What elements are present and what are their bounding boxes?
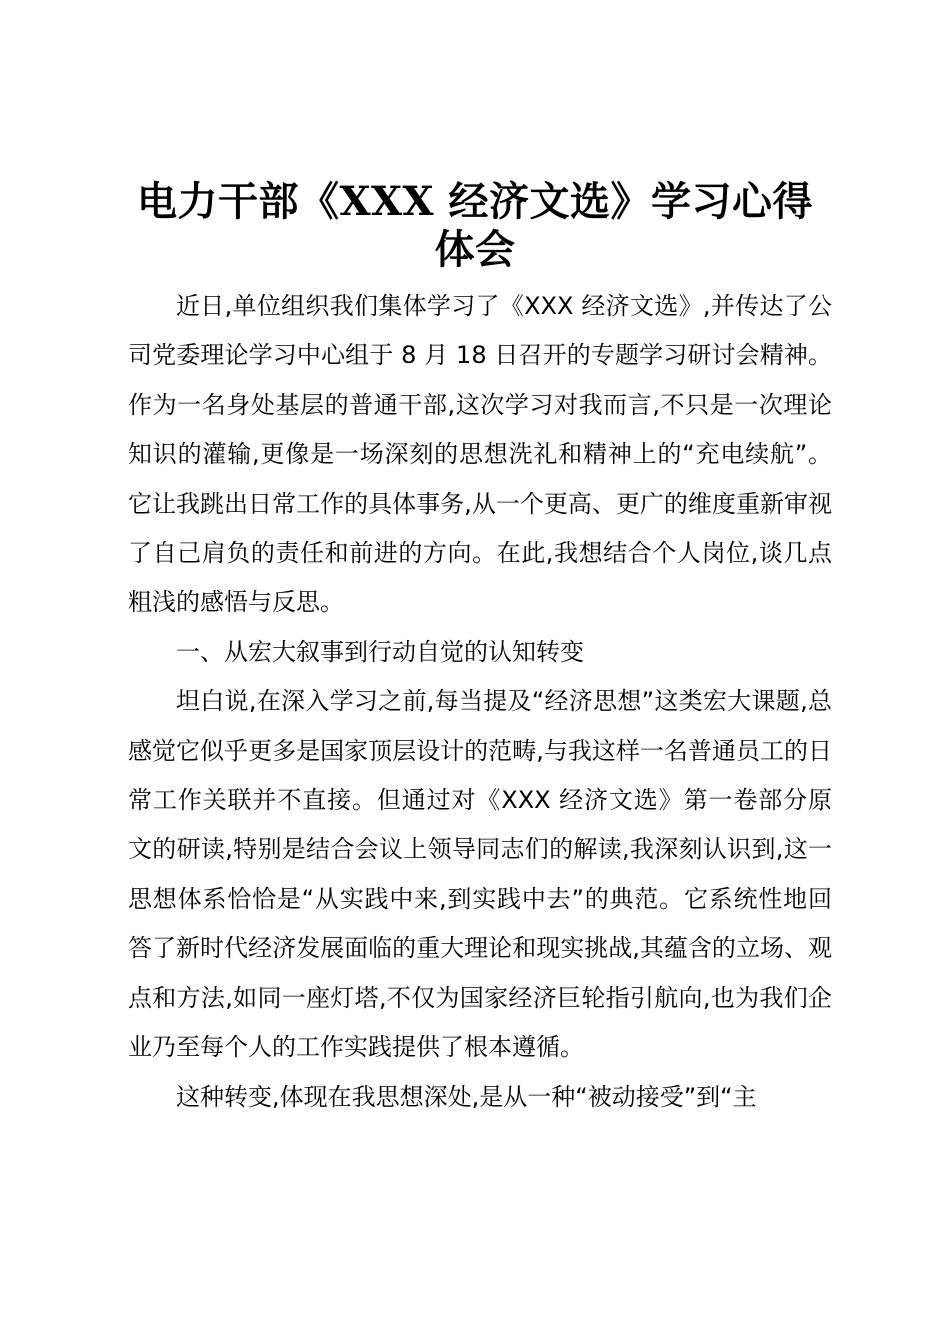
- body-paragraph: 这种转变,体现在我思想深处,是从一种“被动接受”到“主: [176, 1082, 757, 1111]
- section-heading: 一、从宏大叙事到行动自觉的认知转变: [176, 637, 584, 666]
- body-paragraph: 坦白说,在深入学习之前,每当提及“经济思想”这类宏大课题,总感觉它似乎更多是国家顶层设计的范畴,与我这样一名普通员工的日常工作关联并不直接。但通过对《XXX 经济文选》第一卷部分原文的研读,特别是结合会议上领导同志们的解读,我深刻认识到,这一思想体系恰恰是“从实践中来,到实践中去”的典范。它系统性地回答了新时代经济发展面临的重大理论和现实挑战,其蕴含的立场、观点和方法,如同一座灯塔,不仅为国家经济巨轮指引航向,也为我们企业乃至每个人的工作实践提供了根本遵循。: [128, 687, 832, 1062]
- document-title: 电力干部《XXX 经济文选》学习心得体会: [136, 178, 814, 273]
- document-body: [128, 282, 832, 1122]
- body-paragraph: 近日,单位组织我们集体学习了《XXX 经济文选》,并传达了公司党委理论学习中心组于 8 月 18 日召开的专题学习研讨会精神。作为一名身处基层的普通干部,这次学习对我而言,不只是一次理论知识的灌输,更像是一场深刻的思想洗礼和精神上的“充电续航”。它让我跳出日常工作的具体事务,从一个更高、更广的维度重新审视了自己肩负的责任和前进的方向。在此,我想结合个人岗位,谈几点粗浅的感悟与反思。: [128, 292, 832, 617]
